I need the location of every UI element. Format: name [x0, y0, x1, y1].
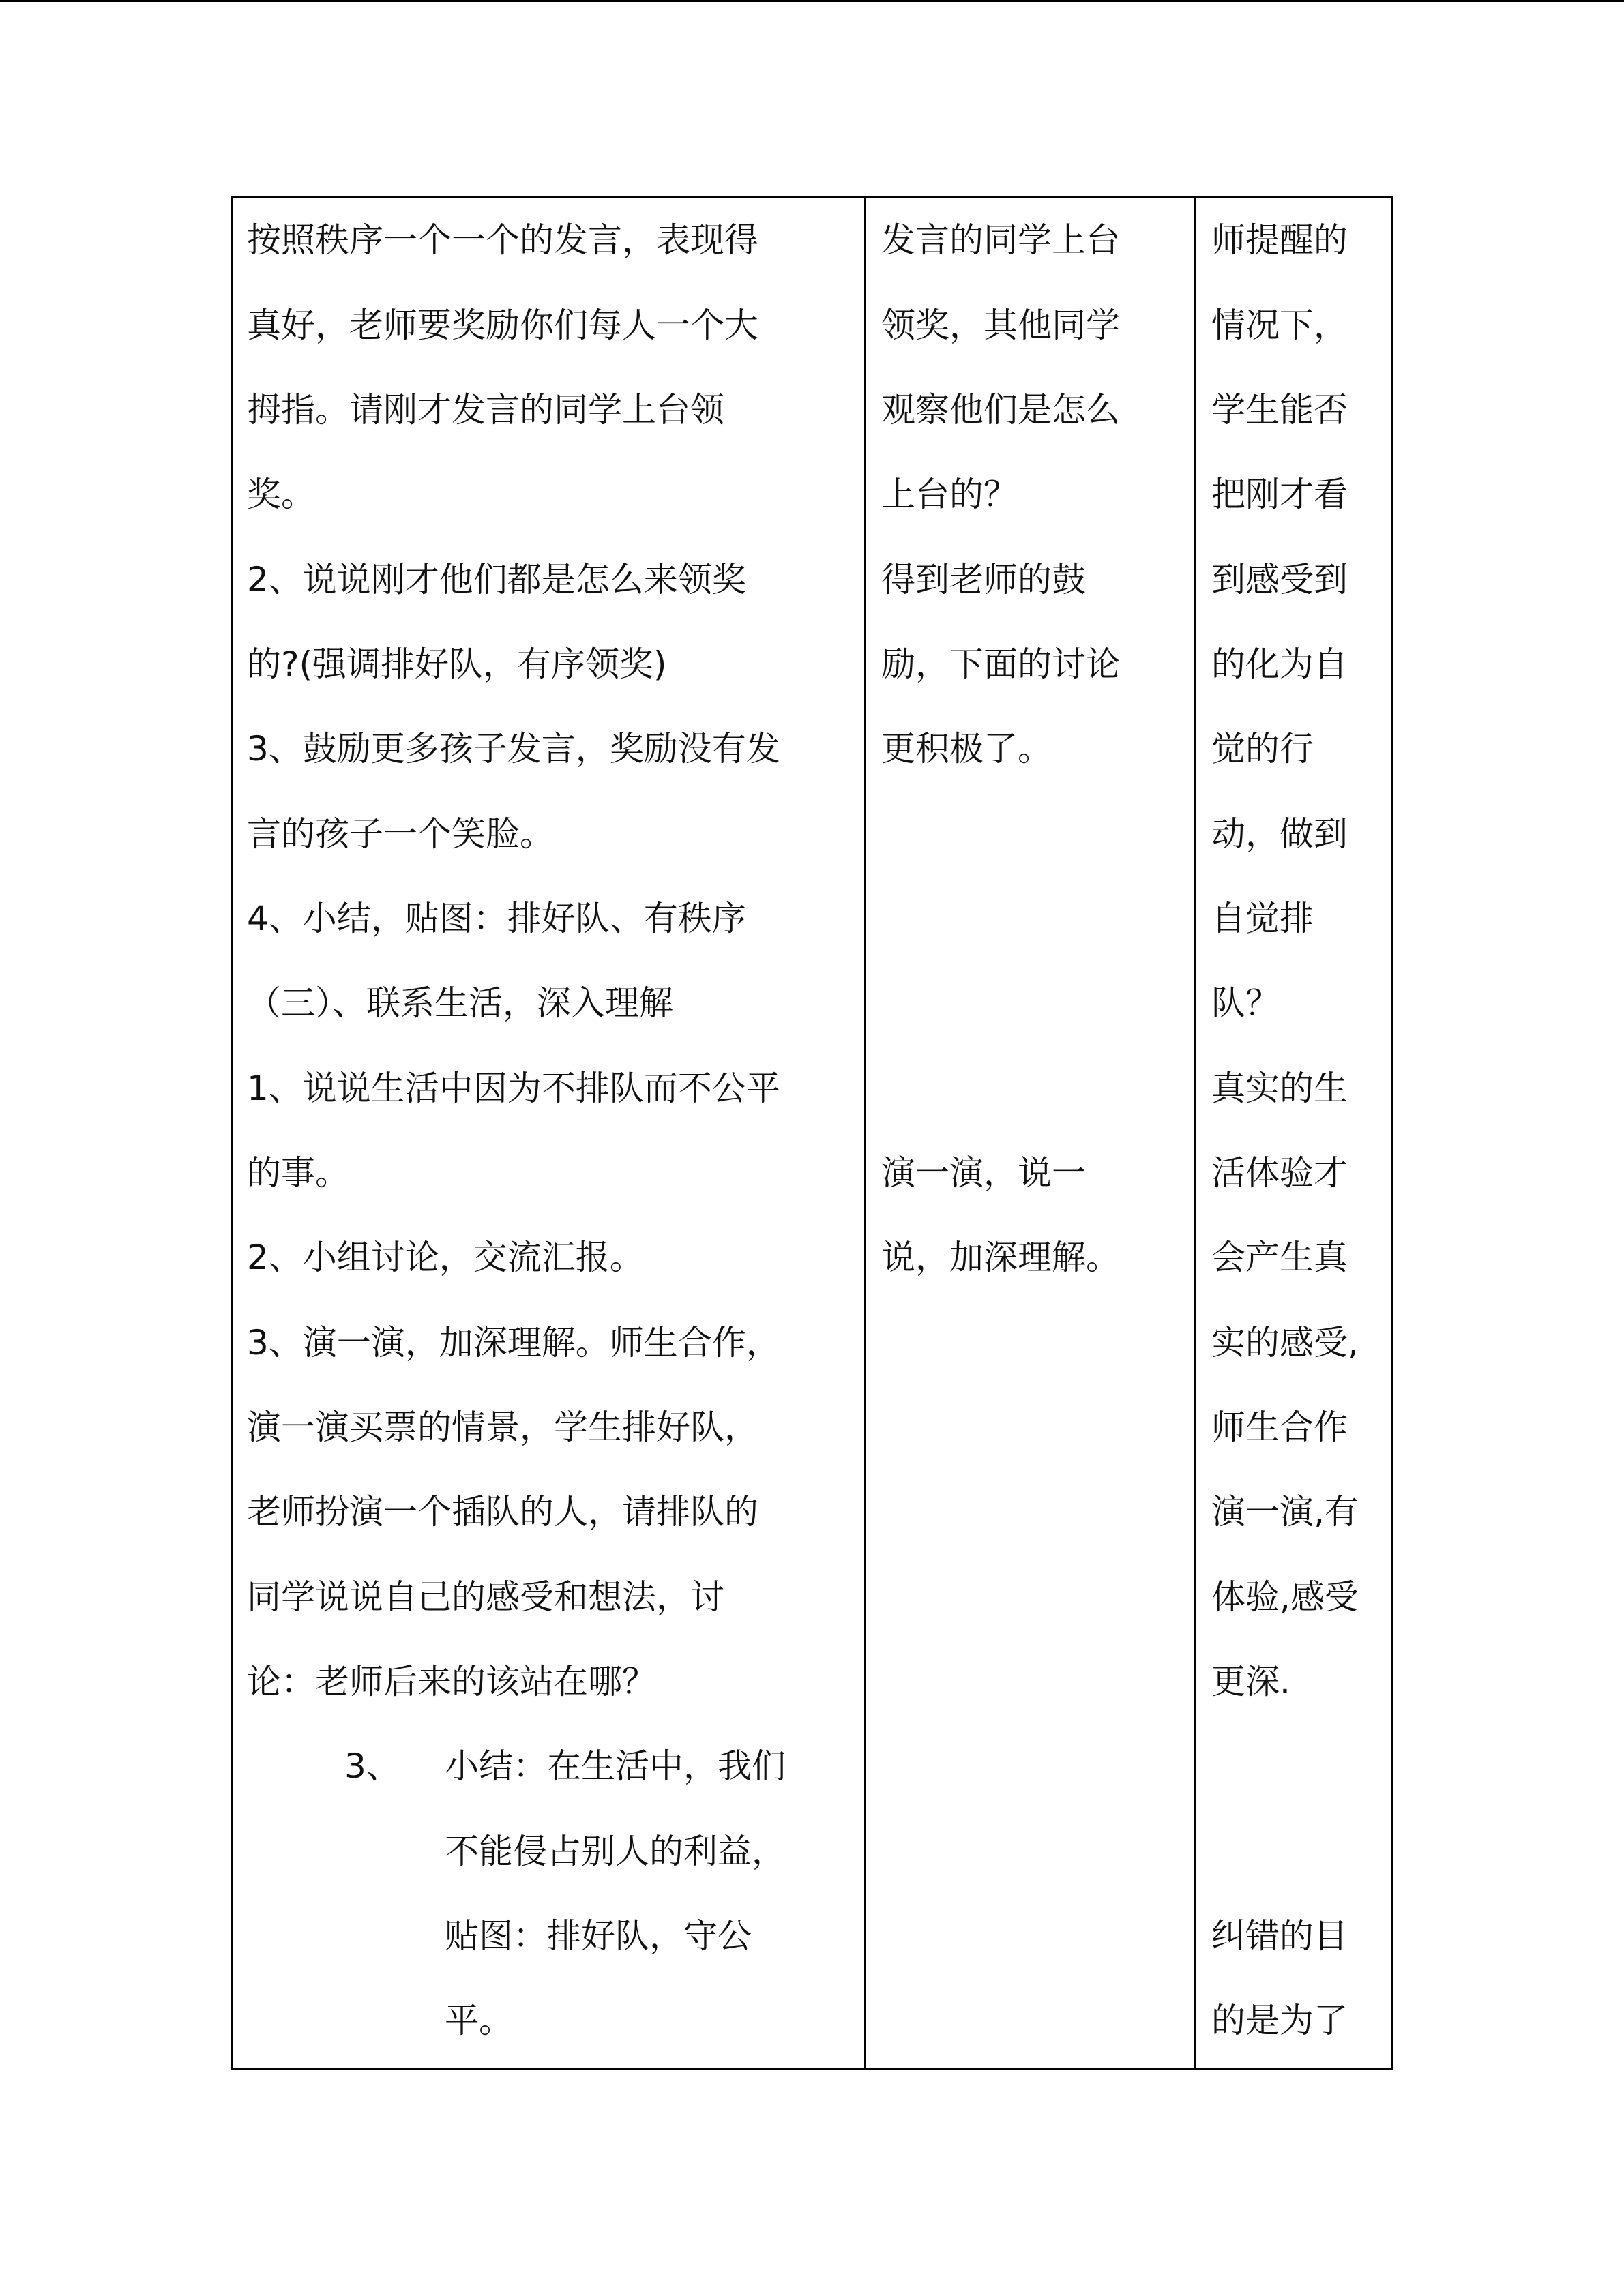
- activity-line: 论：老师后来的该站在哪？: [247, 1662, 656, 1701]
- activity-line: 的事。: [247, 1153, 349, 1193]
- activity-line: 3、演一演，加深理解。师生合作，: [247, 1323, 780, 1362]
- intent-line: 演一演,有: [1211, 1492, 1359, 1532]
- activity-line: 2、说说刚才他们都是怎么来领奖: [247, 560, 746, 599]
- summary-line: 平。: [445, 2001, 513, 2040]
- activity-line: 言的孩子一个笑脸。: [247, 814, 554, 854]
- activity-line: 拇指。请刚才发言的同学上台领: [247, 390, 724, 430]
- activity-line: 演一演买票的情景，学生排好队，: [247, 1407, 758, 1447]
- intent-line: 情况下，: [1211, 305, 1348, 345]
- teaching-activity-column: [233, 198, 866, 2068]
- intent-line: 活体验才: [1211, 1153, 1348, 1193]
- student-line: 说，加深理解。: [881, 1238, 1120, 1277]
- intent-line: 动，做到: [1211, 814, 1348, 854]
- activity-line: 的?(强调排好队，有序领奖): [247, 644, 667, 684]
- activity-line: 1、说说生活中因为不排队而不公平: [247, 1069, 780, 1108]
- intent-line: 学生能否: [1211, 390, 1348, 430]
- activity-line: 奖。: [247, 475, 315, 514]
- intent-line: 纠错的目: [1211, 1916, 1348, 1956]
- student-line: 演一演，说一: [881, 1153, 1086, 1193]
- section-heading: （三）、联系生活，深入理解: [247, 983, 673, 1023]
- activity-line: 按照秩序一个一个的发言，表现得: [247, 220, 758, 260]
- student-line: 励，下面的讨论: [881, 644, 1120, 684]
- intent-line: 真实的生: [1211, 1069, 1348, 1108]
- intent-line: 觉的行: [1211, 729, 1314, 769]
- summary-number: 3、: [344, 1746, 400, 1786]
- student-line: 上台的？: [881, 475, 1018, 514]
- student-line: 领奖，其他同学: [881, 305, 1120, 345]
- intent-line: 师生合作: [1211, 1407, 1348, 1447]
- intent-line: 更深.: [1211, 1662, 1290, 1701]
- intent-line: 师提醒的: [1211, 220, 1348, 260]
- intent-line: 体验,感受: [1211, 1577, 1359, 1617]
- student-line: 得到老师的鼓: [881, 560, 1086, 599]
- activity-line: 老师扮演一个插队的人，请排队的: [247, 1492, 758, 1532]
- intent-line: 的化为自: [1211, 644, 1348, 684]
- summary-line: 贴图：排好队，守公: [445, 1916, 752, 1956]
- summary-line: 不能侵占别人的利益，: [445, 1832, 786, 1871]
- activity-line: 3、鼓励更多孩子发言，奖励没有发: [247, 729, 780, 769]
- student-line: 发言的同学上台: [881, 220, 1120, 260]
- summary-line: 小结：在生活中，我们: [445, 1746, 786, 1786]
- activity-line: 真好，老师要奖励你们每人一个大: [247, 305, 758, 345]
- page-top-border: [0, 0, 1624, 2]
- intent-line: 的是为了: [1211, 2001, 1348, 2040]
- activity-line: 同学说说自己的感受和想法，讨: [247, 1577, 724, 1617]
- activity-line: 2、小组讨论，交流汇报。: [247, 1238, 644, 1277]
- intent-line: 会产生真: [1211, 1238, 1348, 1277]
- student-activity-column: [866, 198, 1196, 2068]
- activity-line: 4、小结，贴图：排好队、有秩序: [247, 899, 746, 938]
- student-line: 观察他们是怎么: [881, 390, 1120, 430]
- intent-line: 自觉排: [1211, 899, 1314, 938]
- intent-line: 把刚才看: [1211, 475, 1348, 514]
- design-intent-column: [1196, 198, 1391, 2068]
- student-line: 更积极了。: [881, 729, 1052, 769]
- intent-line: 队？: [1211, 983, 1280, 1023]
- lesson-plan-table: [231, 196, 1393, 2070]
- intent-line: 实的感受,: [1211, 1323, 1359, 1362]
- intent-line: 到感受到: [1211, 560, 1348, 599]
